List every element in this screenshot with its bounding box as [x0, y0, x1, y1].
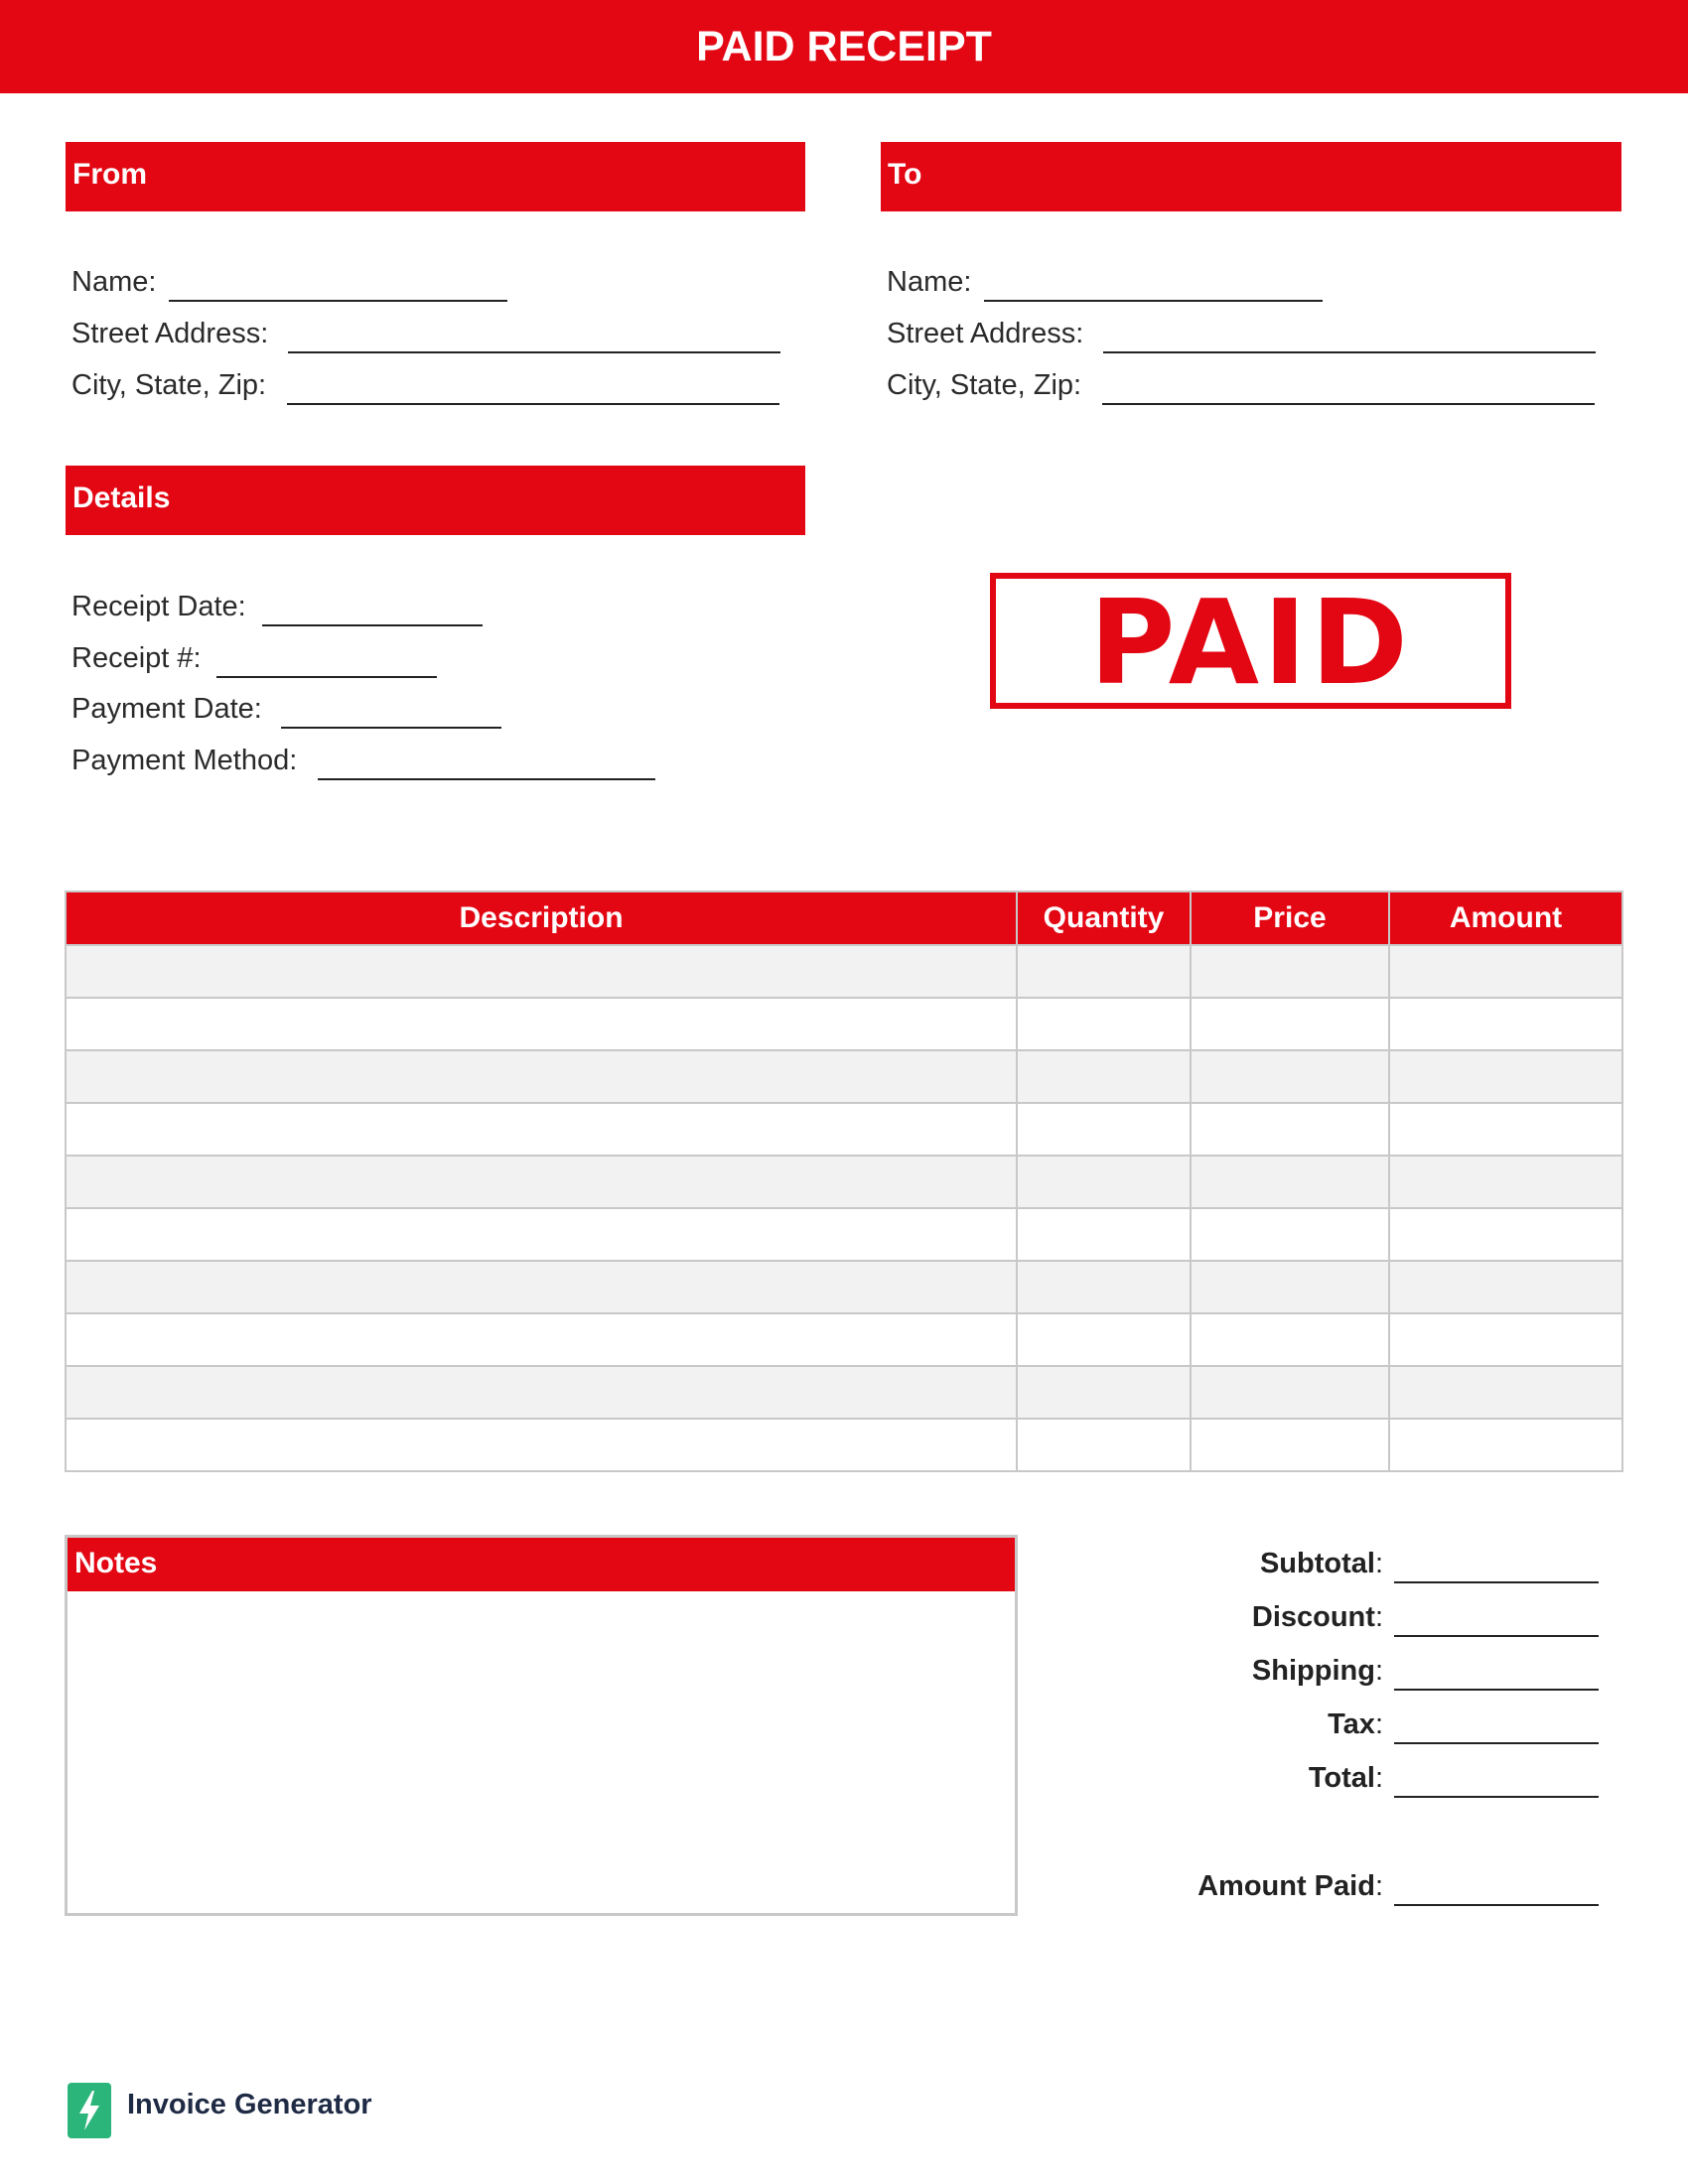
description-cell[interactable] — [66, 1208, 1017, 1261]
amount-cell[interactable] — [1389, 1050, 1622, 1103]
amount-cell[interactable] — [1389, 998, 1622, 1050]
quantity-cell[interactable] — [1017, 1103, 1191, 1156]
description-cell[interactable] — [66, 1103, 1017, 1156]
payment-method-line[interactable] — [318, 778, 655, 780]
to-street-field[interactable] — [887, 318, 1597, 357]
amount-paid-field[interactable] — [1394, 1870, 1599, 1910]
tax-row: Tax: — [1328, 1708, 1383, 1740]
to-city-field[interactable] — [887, 369, 1597, 409]
amount-cell[interactable] — [1389, 945, 1622, 998]
quantity-cell[interactable] — [1017, 998, 1191, 1050]
items-table — [65, 890, 1623, 1472]
discount-row: Discount: — [1251, 1601, 1383, 1633]
paid-stamp-text: PAID — [1089, 574, 1412, 711]
receipt-date-label: Receipt Date: — [71, 591, 246, 622]
from-name-field[interactable] — [71, 266, 508, 306]
subtotal-label: Subtotal — [1259, 1548, 1375, 1579]
description-cell[interactable] — [66, 1313, 1017, 1366]
from-street-label: Street Address: — [71, 318, 269, 349]
table-row — [66, 1050, 1622, 1103]
amount-cell[interactable] — [1389, 1103, 1622, 1156]
from-city-line[interactable] — [287, 403, 779, 405]
discount-label: Discount — [1251, 1601, 1375, 1633]
amount-cell[interactable] — [1389, 1313, 1622, 1366]
description-cell[interactable] — [66, 998, 1017, 1050]
table-row — [66, 998, 1622, 1050]
price-cell[interactable] — [1191, 945, 1389, 998]
price-cell[interactable] — [1191, 998, 1389, 1050]
to-heading: To — [881, 142, 1621, 211]
price-cell[interactable] — [1191, 1261, 1389, 1313]
discount-field[interactable] — [1394, 1601, 1599, 1641]
payment-method-field[interactable] — [71, 745, 657, 784]
quantity-cell[interactable] — [1017, 1313, 1191, 1366]
tax-field[interactable] — [1394, 1708, 1599, 1748]
shipping-field[interactable] — [1394, 1655, 1599, 1695]
notes-heading: Notes — [68, 1538, 1015, 1591]
quantity-cell[interactable] — [1017, 1419, 1191, 1471]
from-name-line[interactable] — [169, 300, 507, 302]
from-city-label: City, State, Zip: — [71, 369, 267, 401]
price-cell[interactable] — [1191, 1103, 1389, 1156]
items-table-header — [66, 891, 1622, 945]
table-row — [66, 1366, 1622, 1419]
quantity-header: Quantity — [1017, 891, 1191, 945]
paid-stamp — [990, 573, 1511, 709]
total-label: Total — [1308, 1762, 1375, 1794]
table-row — [66, 1261, 1622, 1313]
price-cell[interactable] — [1191, 1156, 1389, 1208]
details-heading: Details — [66, 466, 805, 535]
from-street-line[interactable] — [288, 351, 780, 353]
receipt-date-line[interactable] — [262, 624, 483, 626]
description-cell[interactable] — [66, 1419, 1017, 1471]
to-city-line[interactable] — [1102, 403, 1595, 405]
amount-cell[interactable] — [1389, 1156, 1622, 1208]
amount-cell[interactable] — [1389, 1261, 1622, 1313]
notes-box[interactable] — [65, 1535, 1018, 1916]
total-row: Total: — [1308, 1762, 1383, 1794]
amount-header: Amount — [1389, 891, 1622, 945]
quantity-cell[interactable] — [1017, 1208, 1191, 1261]
price-header: Price — [1191, 891, 1389, 945]
lightning-bolt-icon — [68, 2083, 111, 2138]
brand-name: Invoice Generator — [127, 2089, 372, 2120]
receipt-number-label: Receipt #: — [71, 642, 202, 674]
price-cell[interactable] — [1191, 1366, 1389, 1419]
to-street-line[interactable] — [1103, 351, 1596, 353]
to-name-line[interactable] — [984, 300, 1323, 302]
receipt-date-field[interactable] — [71, 591, 484, 630]
to-name-field[interactable] — [887, 266, 1324, 306]
to-name-label: Name: — [887, 266, 972, 298]
quantity-cell[interactable] — [1017, 1156, 1191, 1208]
total-field[interactable] — [1394, 1762, 1599, 1802]
shipping-row: Shipping: — [1251, 1655, 1383, 1687]
description-cell[interactable] — [66, 1156, 1017, 1208]
lightning-bolt-glyph — [68, 2083, 111, 2138]
subtotal-row: Subtotal: — [1259, 1548, 1383, 1579]
receipt-number-line[interactable] — [216, 676, 437, 678]
items-table-body — [66, 945, 1622, 1471]
amount-paid-row: Amount Paid: — [1197, 1870, 1383, 1902]
shipping-label: Shipping — [1251, 1655, 1375, 1687]
table-row — [66, 1419, 1622, 1471]
from-heading: From — [66, 142, 805, 211]
description-cell[interactable] — [66, 1261, 1017, 1313]
from-street-field[interactable] — [71, 318, 781, 357]
amount-cell[interactable] — [1389, 1366, 1622, 1419]
table-row — [66, 1313, 1622, 1366]
subtotal-field[interactable] — [1394, 1548, 1599, 1587]
quantity-cell[interactable] — [1017, 1366, 1191, 1419]
receipt-number-field[interactable] — [71, 642, 439, 682]
price-cell[interactable] — [1191, 1208, 1389, 1261]
description-cell[interactable] — [66, 1366, 1017, 1419]
payment-date-line[interactable] — [281, 727, 501, 729]
to-city-label: City, State, Zip: — [887, 369, 1082, 401]
price-cell[interactable] — [1191, 1419, 1389, 1471]
tax-label: Tax — [1328, 1708, 1375, 1740]
to-street-label: Street Address: — [887, 318, 1084, 349]
amount-cell[interactable] — [1389, 1419, 1622, 1471]
description-cell[interactable] — [66, 1050, 1017, 1103]
payment-method-label: Payment Method: — [71, 745, 298, 776]
price-cell[interactable] — [1191, 1050, 1389, 1103]
table-row — [66, 945, 1622, 998]
table-row — [66, 1103, 1622, 1156]
amount-cell[interactable] — [1389, 1208, 1622, 1261]
page-title: PAID RECEIPT — [0, 0, 1688, 93]
from-name-label: Name: — [71, 266, 157, 298]
from-city-field[interactable] — [71, 369, 781, 409]
description-header: Description — [66, 891, 1017, 945]
quantity-cell[interactable] — [1017, 1050, 1191, 1103]
description-cell[interactable] — [66, 945, 1017, 998]
amount-paid-label: Amount Paid — [1197, 1870, 1375, 1902]
price-cell[interactable] — [1191, 1313, 1389, 1366]
table-row — [66, 1208, 1622, 1261]
quantity-cell[interactable] — [1017, 1261, 1191, 1313]
payment-date-label: Payment Date: — [71, 693, 262, 725]
quantity-cell[interactable] — [1017, 945, 1191, 998]
payment-date-field[interactable] — [71, 693, 503, 733]
table-row — [66, 1156, 1622, 1208]
